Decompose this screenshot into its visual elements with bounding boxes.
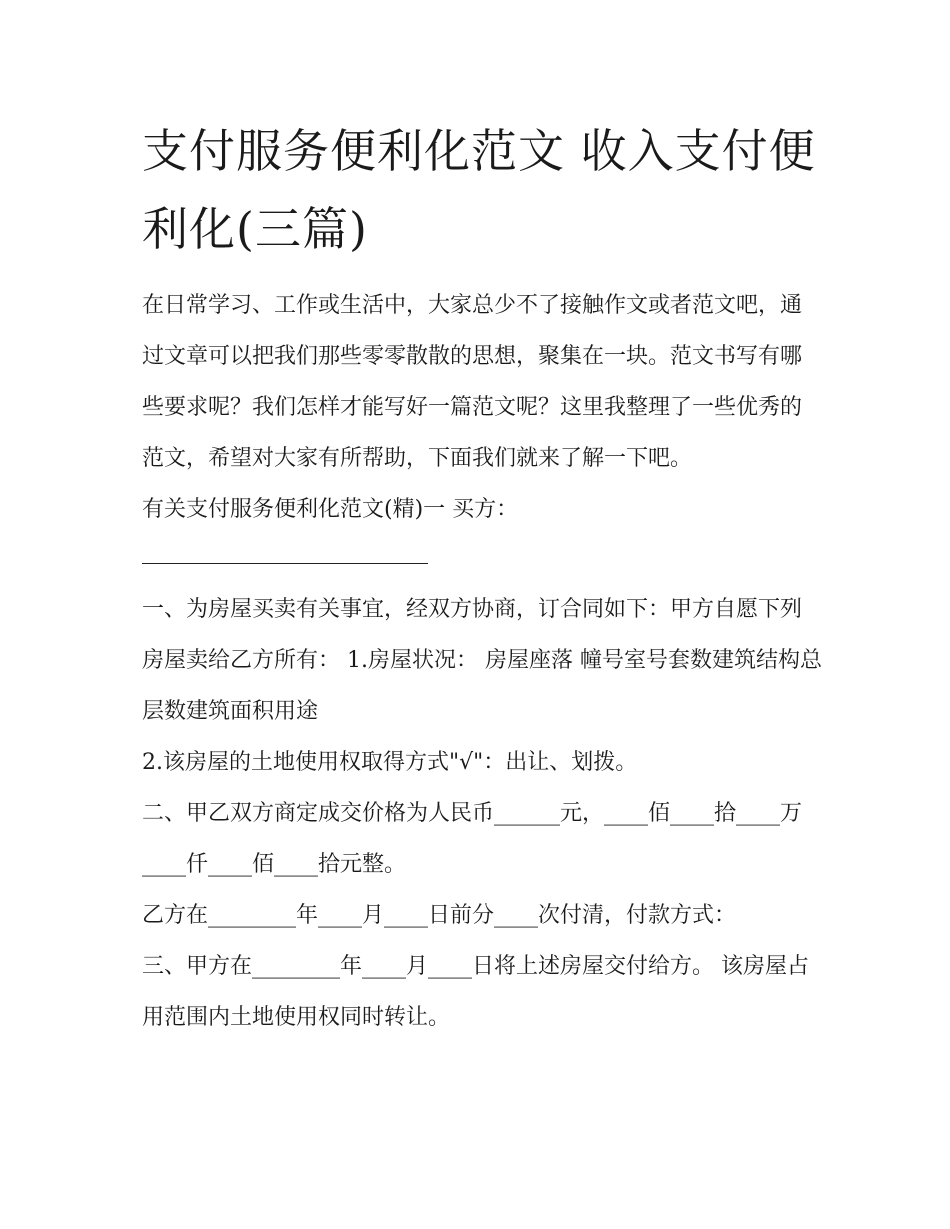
contract-clause-3: 三、甲方在________年____月____日将上述房屋交付给方。 该房屋占用范围内土地使用权同时转让。 <box>142 954 809 1030</box>
payment-clause: 乙方在________年____月____日前分____次付清，付款方式： <box>142 903 737 928</box>
contract-clause-1: 一、为房屋买卖有关事宜，经双方协商，订合同如下：甲方自愿下列房屋卖给乙方所有： 1.房屋状况： 房屋座落 幢号室号套数建筑结构总层数建筑面积用途 <box>142 597 822 724</box>
contract-clause-land-use: 2.该房屋的土地使用权取得方式"√"：出让、划拨。 <box>142 750 638 775</box>
document-page <box>142 112 822 1043</box>
section-heading: 有关支付服务便利化范文(精)一 买方： <box>142 497 519 522</box>
signature-line <box>142 563 428 564</box>
document-title: 支付服务便利化范文 收入支付便利化(三篇) <box>142 124 816 256</box>
contract-clause-2: 二、甲乙双方商定成交价格为人民币______元，____佰____拾____万____仟____佰____拾元整。 <box>142 801 803 877</box>
intro-paragraph: 在日常学习、工作或生活中，大家总少不了接触作文或者范文吧，通过文章可以把我们那些零零散散的思想，聚集在一块。范文书写有哪些要求呢？我们怎样才能写好一篇范文呢？这里我整理了一些优秀的范文，希望对大家有所帮助，下面我们就来了解一下吧。 <box>142 293 803 471</box>
